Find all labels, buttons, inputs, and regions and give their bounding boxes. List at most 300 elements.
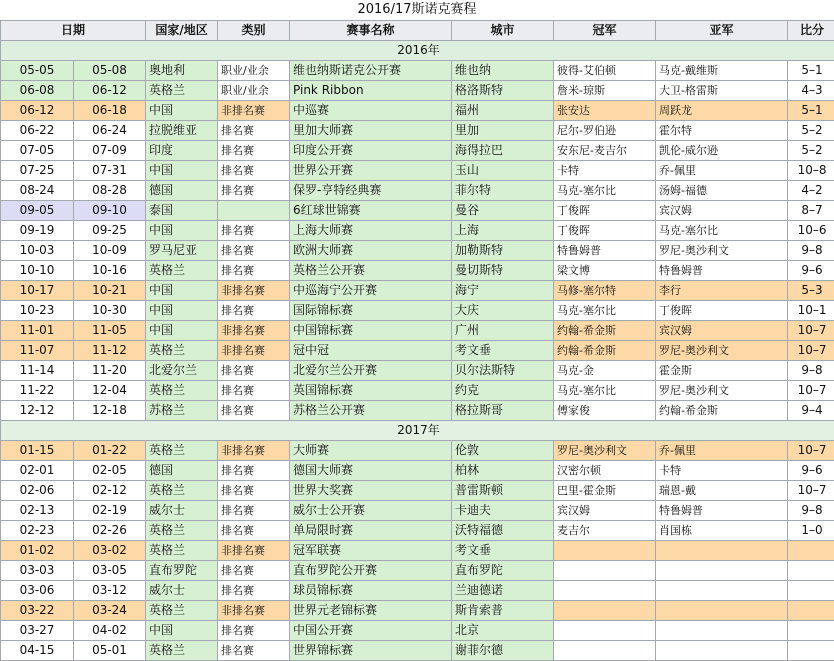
city-cell[interactable]: 海得拉巴 xyxy=(452,141,554,161)
end-date-cell: 10-21 xyxy=(74,281,146,301)
country-cell[interactable]: 中国 xyxy=(146,161,218,181)
score-cell: 10–1 xyxy=(788,301,834,321)
runner-up-cell[interactable]: 宾汉姆 xyxy=(656,321,788,341)
event-name-cell[interactable]: 世界公开赛 xyxy=(290,161,452,181)
country-cell[interactable]: 泰国 xyxy=(146,201,218,221)
end-date-cell: 10-16 xyxy=(74,261,146,281)
runner-up-cell[interactable]: 宾汉姆 xyxy=(656,201,788,221)
event-name-cell[interactable]: 国际锦标赛 xyxy=(290,301,452,321)
category-cell: 排名赛 xyxy=(218,241,290,261)
event-name-cell[interactable]: 德国大师赛 xyxy=(290,461,452,481)
city-cell[interactable]: 菲尔特 xyxy=(452,181,554,201)
winner-cell[interactable]: 尼尔-罗伯逊 xyxy=(554,121,656,141)
country-cell[interactable]: 英格兰 xyxy=(146,481,218,501)
start-date-cell: 01-02 xyxy=(1,541,74,561)
score-cell: 9–4 xyxy=(788,401,834,421)
country-cell[interactable]: 英格兰 xyxy=(146,81,218,101)
table-row xyxy=(1,541,834,561)
start-date-cell: 05-05 xyxy=(1,61,74,81)
country-cell[interactable]: 英格兰 xyxy=(146,541,218,561)
runner-up-cell[interactable]: 霍尔特 xyxy=(656,121,788,141)
end-date-cell: 02-05 xyxy=(74,461,146,481)
table-row xyxy=(1,301,834,321)
runner-up-cell[interactable] xyxy=(656,621,788,641)
city-cell[interactable]: 曼谷 xyxy=(452,201,554,221)
winner-cell[interactable]: 梁文博 xyxy=(554,261,656,281)
event-name-cell[interactable]: 英国锦标赛 xyxy=(290,381,452,401)
runner-up-cell[interactable] xyxy=(656,601,788,621)
runner-up-cell[interactable]: 特鲁姆普 xyxy=(656,261,788,281)
winner-cell[interactable]: 特鲁姆普 xyxy=(554,241,656,261)
year-label-2016: 2016年 xyxy=(1,41,834,61)
country-cell[interactable]: 英格兰 xyxy=(146,641,218,661)
city-cell[interactable]: 考文垂 xyxy=(452,541,554,561)
runner-up-cell[interactable] xyxy=(656,641,788,661)
start-date-cell: 11-14 xyxy=(1,361,74,381)
year-row-2017 xyxy=(1,421,834,441)
table-row xyxy=(1,241,834,261)
winner-cell[interactable] xyxy=(554,541,656,561)
category-cell: 职业/业余 xyxy=(218,61,290,81)
event-name-cell[interactable]: 维也纳斯诺克公开赛 xyxy=(290,61,452,81)
score-cell: 9–8 xyxy=(788,501,834,521)
event-name-cell[interactable]: Pink Ribbon xyxy=(290,81,452,101)
runner-up-cell[interactable]: 李行 xyxy=(656,281,788,301)
category-cell: 非排名赛 xyxy=(218,281,290,301)
table-row xyxy=(1,341,834,361)
table-row xyxy=(1,101,834,121)
winner-cell[interactable]: 马克-塞尔比 xyxy=(554,381,656,401)
city-cell[interactable]: 贝尔法斯特 xyxy=(452,361,554,381)
runner-up-cell[interactable]: 凯伦-威尔逊 xyxy=(656,141,788,161)
category-cell: 排名赛 xyxy=(218,121,290,141)
country-cell[interactable]: 中国 xyxy=(146,621,218,641)
page-title: 2016/17斯诺克赛程 xyxy=(357,2,477,17)
category-cell: 排名赛 xyxy=(218,481,290,501)
end-date-cell: 02-12 xyxy=(74,481,146,501)
start-date-cell: 03-06 xyxy=(1,581,74,601)
event-name-cell[interactable]: 世界锦标赛 xyxy=(290,641,452,661)
winner-cell[interactable]: 麦吉尔 xyxy=(554,521,656,541)
city-cell[interactable]: 谢菲尔德 xyxy=(452,641,554,661)
table-row xyxy=(1,621,834,641)
winner-cell[interactable]: 汉密尔顿 xyxy=(554,461,656,481)
country-cell[interactable]: 奥地利 xyxy=(146,61,218,81)
city-cell[interactable]: 沃特福德 xyxy=(452,521,554,541)
table-row xyxy=(1,641,834,661)
winner-cell[interactable]: 安东尼-麦吉尔 xyxy=(554,141,656,161)
country-cell[interactable]: 威尔士 xyxy=(146,581,218,601)
city-cell[interactable]: 斯肯索普 xyxy=(452,601,554,621)
start-date-cell: 06-12 xyxy=(1,101,74,121)
start-date-cell: 03-03 xyxy=(1,561,74,581)
city-cell[interactable]: 上海 xyxy=(452,221,554,241)
category-cell: 排名赛 xyxy=(218,461,290,481)
score-cell: 9–6 xyxy=(788,261,834,281)
city-cell[interactable]: 大庆 xyxy=(452,301,554,321)
runner-up-cell[interactable]: 卡特 xyxy=(656,461,788,481)
city-cell[interactable]: 柏林 xyxy=(452,461,554,481)
end-date-cell: 07-31 xyxy=(74,161,146,181)
table-row xyxy=(1,221,834,241)
runner-up-cell[interactable] xyxy=(656,561,788,581)
end-date-cell: 12-04 xyxy=(74,381,146,401)
category-cell: 非排名赛 xyxy=(218,541,290,561)
score-cell: 5–2 xyxy=(788,121,834,141)
city-cell[interactable]: 格拉斯哥 xyxy=(452,401,554,421)
end-date-cell: 02-19 xyxy=(74,501,146,521)
end-date-cell: 10-30 xyxy=(74,301,146,321)
score-cell xyxy=(788,621,834,641)
event-name-cell[interactable]: 球员锦标赛 xyxy=(290,581,452,601)
country-cell[interactable]: 苏格兰 xyxy=(146,401,218,421)
end-date-cell: 05-01 xyxy=(74,641,146,661)
start-date-cell: 09-19 xyxy=(1,221,74,241)
score-cell: 10–7 xyxy=(788,341,834,361)
schedule-table xyxy=(0,20,834,661)
category-cell: 排名赛 xyxy=(218,621,290,641)
table-row xyxy=(1,381,834,401)
end-date-cell: 11-20 xyxy=(74,361,146,381)
country-cell[interactable]: 英格兰 xyxy=(146,521,218,541)
start-date-cell: 07-25 xyxy=(1,161,74,181)
table-row xyxy=(1,401,834,421)
start-date-cell: 06-22 xyxy=(1,121,74,141)
country-cell[interactable]: 罗马尼亚 xyxy=(146,241,218,261)
end-date-cell: 11-12 xyxy=(74,341,146,361)
winner-cell[interactable] xyxy=(554,601,656,621)
city-cell[interactable]: 直布罗陀 xyxy=(452,561,554,581)
event-name-cell[interactable]: 冠中冠 xyxy=(290,341,452,361)
table-row xyxy=(1,61,834,81)
start-date-cell: 02-23 xyxy=(1,521,74,541)
runner-up-cell[interactable]: 马克-塞尔比 xyxy=(656,221,788,241)
table-row xyxy=(1,601,834,621)
event-name-cell[interactable]: 上海大师赛 xyxy=(290,221,452,241)
runner-up-cell[interactable]: 大卫-格雷斯 xyxy=(656,81,788,101)
start-date-cell: 02-13 xyxy=(1,501,74,521)
header-country[interactable]: 国家/地区 xyxy=(146,21,218,41)
runner-up-cell[interactable]: 乔-佩里 xyxy=(656,161,788,181)
category-cell: 排名赛 xyxy=(218,181,290,201)
winner-cell[interactable]: 彼得-艾伯顿 xyxy=(554,61,656,81)
winner-cell[interactable]: 马修-塞尔特 xyxy=(554,281,656,301)
winner-cell[interactable]: 詹米-琼斯 xyxy=(554,81,656,101)
start-date-cell: 10-23 xyxy=(1,301,74,321)
end-date-cell: 06-12 xyxy=(74,81,146,101)
winner-cell[interactable]: 丁俊晖 xyxy=(554,221,656,241)
end-date-cell: 03-05 xyxy=(74,561,146,581)
header-city[interactable]: 城市 xyxy=(452,21,554,41)
event-name-cell[interactable]: 保罗-亨特经典赛 xyxy=(290,181,452,201)
city-cell[interactable]: 玉山 xyxy=(452,161,554,181)
table-row xyxy=(1,361,834,381)
city-cell[interactable]: 加勒斯特 xyxy=(452,241,554,261)
city-cell[interactable]: 兰迪德诺 xyxy=(452,581,554,601)
event-name-cell[interactable]: 中国公开赛 xyxy=(290,621,452,641)
table-row xyxy=(1,201,834,221)
score-cell: 1–0 xyxy=(788,521,834,541)
score-cell: 5–3 xyxy=(788,281,834,301)
event-name-cell[interactable]: 中国锦标赛 xyxy=(290,321,452,341)
country-cell[interactable]: 英格兰 xyxy=(146,441,218,461)
country-cell[interactable]: 中国 xyxy=(146,321,218,341)
city-cell[interactable]: 海宁 xyxy=(452,281,554,301)
score-cell: 10–7 xyxy=(788,481,834,501)
score-cell: 4–2 xyxy=(788,181,834,201)
start-date-cell: 10-03 xyxy=(1,241,74,261)
category-cell: 排名赛 xyxy=(218,261,290,281)
country-cell[interactable]: 印度 xyxy=(146,141,218,161)
winner-cell[interactable]: 卡特 xyxy=(554,161,656,181)
category-cell: 非排名赛 xyxy=(218,441,290,461)
event-name-cell[interactable]: 里加大师赛 xyxy=(290,121,452,141)
table-row xyxy=(1,141,834,161)
start-date-cell: 03-27 xyxy=(1,621,74,641)
country-cell[interactable]: 威尔士 xyxy=(146,501,218,521)
category-cell: 排名赛 xyxy=(218,501,290,521)
winner-cell[interactable]: 约翰-希金斯 xyxy=(554,321,656,341)
start-date-cell: 02-06 xyxy=(1,481,74,501)
end-date-cell: 02-26 xyxy=(74,521,146,541)
runner-up-cell[interactable]: 霍金斯 xyxy=(656,361,788,381)
country-cell[interactable]: 中国 xyxy=(146,101,218,121)
header-event[interactable]: 赛事名称 xyxy=(290,21,452,41)
table-row xyxy=(1,501,834,521)
score-cell: 5–1 xyxy=(788,61,834,81)
country-cell[interactable]: 中国 xyxy=(146,281,218,301)
event-name-cell[interactable]: 中巡赛 xyxy=(290,101,452,121)
city-cell[interactable]: 格洛斯特 xyxy=(452,81,554,101)
winner-cell[interactable] xyxy=(554,581,656,601)
header-category[interactable]: 类别 xyxy=(218,21,290,41)
winner-cell[interactable]: 马克-塞尔比 xyxy=(554,301,656,321)
header-date[interactable]: 日期 xyxy=(1,21,146,41)
end-date-cell: 09-25 xyxy=(74,221,146,241)
score-cell xyxy=(788,561,834,581)
event-name-cell[interactable]: 6红球世锦赛 xyxy=(290,201,452,221)
winner-cell[interactable]: 张安达 xyxy=(554,101,656,121)
start-date-cell: 04-15 xyxy=(1,641,74,661)
runner-up-cell[interactable]: 乔-佩里 xyxy=(656,441,788,461)
category-cell: 职业/业余 xyxy=(218,81,290,101)
start-date-cell: 10-17 xyxy=(1,281,74,301)
table-row xyxy=(1,521,834,541)
category-cell: 排名赛 xyxy=(218,221,290,241)
end-date-cell: 05-08 xyxy=(74,61,146,81)
winner-cell[interactable]: 罗尼-奥沙利文 xyxy=(554,441,656,461)
table-row xyxy=(1,161,834,181)
event-name-cell[interactable]: 威尔士公开赛 xyxy=(290,501,452,521)
score-cell xyxy=(788,541,834,561)
event-name-cell[interactable]: 北爱尔兰公开赛 xyxy=(290,361,452,381)
score-cell: 9–6 xyxy=(788,461,834,481)
runner-up-cell[interactable]: 罗尼-奥沙利文 xyxy=(656,241,788,261)
event-name-cell[interactable]: 英格兰公开赛 xyxy=(290,261,452,281)
country-cell[interactable]: 拉脱维亚 xyxy=(146,121,218,141)
event-name-cell[interactable]: 苏格兰公开赛 xyxy=(290,401,452,421)
end-date-cell: 08-28 xyxy=(74,181,146,201)
city-cell[interactable]: 里加 xyxy=(452,121,554,141)
score-cell: 10–6 xyxy=(788,221,834,241)
city-cell[interactable]: 维也纳 xyxy=(452,61,554,81)
start-date-cell: 03-22 xyxy=(1,601,74,621)
category-cell: 排名赛 xyxy=(218,641,290,661)
winner-cell[interactable]: 丁俊晖 xyxy=(554,201,656,221)
category-cell: 非排名赛 xyxy=(218,101,290,121)
category-cell: 排名赛 xyxy=(218,301,290,321)
score-cell: 4–3 xyxy=(788,81,834,101)
runner-up-cell[interactable] xyxy=(656,541,788,561)
end-date-cell: 06-18 xyxy=(74,101,146,121)
category-cell: 排名赛 xyxy=(218,561,290,581)
event-name-cell[interactable]: 世界大奖赛 xyxy=(290,481,452,501)
score-cell: 10–8 xyxy=(788,161,834,181)
runner-up-cell[interactable]: 特鲁姆普 xyxy=(656,501,788,521)
category-cell: 非排名赛 xyxy=(218,341,290,361)
year-label-2017: 2017年 xyxy=(1,421,834,441)
table-row xyxy=(1,561,834,581)
score-cell: 5–2 xyxy=(788,141,834,161)
winner-cell[interactable]: 傅家俊 xyxy=(554,401,656,421)
header-score[interactable]: 比分 xyxy=(788,21,834,41)
winner-cell[interactable]: 宾汉姆 xyxy=(554,501,656,521)
end-date-cell: 03-02 xyxy=(74,541,146,561)
table-row xyxy=(1,461,834,481)
end-date-cell: 09-10 xyxy=(74,201,146,221)
start-date-cell: 11-01 xyxy=(1,321,74,341)
runner-up-cell[interactable]: 马克-戴维斯 xyxy=(656,61,788,81)
score-cell: 10–7 xyxy=(788,321,834,341)
start-date-cell: 06-08 xyxy=(1,81,74,101)
event-name-cell[interactable]: 单局限时赛 xyxy=(290,521,452,541)
event-name-cell[interactable]: 欧洲大师赛 xyxy=(290,241,452,261)
schedule-body xyxy=(1,41,834,661)
end-date-cell: 03-24 xyxy=(74,601,146,621)
category-cell: 非排名赛 xyxy=(218,321,290,341)
category-cell xyxy=(218,201,290,221)
country-cell[interactable]: 北爱尔兰 xyxy=(146,361,218,381)
city-cell[interactable]: 曼切斯特 xyxy=(452,261,554,281)
start-date-cell: 09-05 xyxy=(1,201,74,221)
start-date-cell: 12-12 xyxy=(1,401,74,421)
score-cell: 10–7 xyxy=(788,441,834,461)
end-date-cell: 04-02 xyxy=(74,621,146,641)
country-cell[interactable]: 英格兰 xyxy=(146,261,218,281)
category-cell: 排名赛 xyxy=(218,581,290,601)
country-cell[interactable]: 中国 xyxy=(146,221,218,241)
city-cell[interactable]: 卡迪夫 xyxy=(452,501,554,521)
winner-cell[interactable]: 马克-塞尔比 xyxy=(554,181,656,201)
winner-cell[interactable] xyxy=(554,561,656,581)
category-cell: 排名赛 xyxy=(218,521,290,541)
category-cell: 排名赛 xyxy=(218,401,290,421)
city-cell[interactable]: 福州 xyxy=(452,101,554,121)
city-cell[interactable]: 北京 xyxy=(452,621,554,641)
table-row xyxy=(1,481,834,501)
table-row xyxy=(1,281,834,301)
start-date-cell: 11-07 xyxy=(1,341,74,361)
year-row-2016 xyxy=(1,41,834,61)
runner-up-cell[interactable]: 罗尼-奥沙利文 xyxy=(656,381,788,401)
event-name-cell[interactable]: 直布罗陀公开赛 xyxy=(290,561,452,581)
winner-cell[interactable]: 马克-金 xyxy=(554,361,656,381)
country-cell[interactable]: 英格兰 xyxy=(146,381,218,401)
winner-cell[interactable] xyxy=(554,621,656,641)
winner-cell[interactable]: 巴里-霍金斯 xyxy=(554,481,656,501)
table-row xyxy=(1,121,834,141)
start-date-cell: 02-01 xyxy=(1,461,74,481)
end-date-cell: 12-18 xyxy=(74,401,146,421)
score-cell xyxy=(788,581,834,601)
runner-up-cell[interactable]: 丁俊晖 xyxy=(656,301,788,321)
category-cell: 排名赛 xyxy=(218,381,290,401)
end-date-cell: 07-09 xyxy=(74,141,146,161)
score-cell xyxy=(788,641,834,661)
country-cell[interactable]: 英格兰 xyxy=(146,341,218,361)
start-date-cell: 11-22 xyxy=(1,381,74,401)
score-cell: 9–8 xyxy=(788,361,834,381)
city-cell[interactable]: 普雷斯顿 xyxy=(452,481,554,501)
table-row xyxy=(1,181,834,201)
winner-cell[interactable]: 约翰-希金斯 xyxy=(554,341,656,361)
end-date-cell: 11-05 xyxy=(74,321,146,341)
end-date-cell: 06-24 xyxy=(74,121,146,141)
score-cell: 10–7 xyxy=(788,381,834,401)
score-cell: 5–1 xyxy=(788,101,834,121)
country-cell[interactable]: 直布罗陀 xyxy=(146,561,218,581)
city-cell[interactable]: 伦敦 xyxy=(452,441,554,461)
runner-up-cell[interactable]: 肖国栋 xyxy=(656,521,788,541)
table-row xyxy=(1,81,834,101)
category-cell: 排名赛 xyxy=(218,361,290,381)
category-cell: 排名赛 xyxy=(218,141,290,161)
start-date-cell: 08-24 xyxy=(1,181,74,201)
start-date-cell: 01-15 xyxy=(1,441,74,461)
country-cell[interactable]: 英格兰 xyxy=(146,601,218,621)
start-date-cell: 07-05 xyxy=(1,141,74,161)
runner-up-cell[interactable]: 周跃龙 xyxy=(656,101,788,121)
runner-up-cell[interactable] xyxy=(656,581,788,601)
country-cell[interactable]: 德国 xyxy=(146,461,218,481)
runner-up-cell[interactable]: 瑞恩-戴 xyxy=(656,481,788,501)
event-name-cell[interactable]: 中巡海宁公开赛 xyxy=(290,281,452,301)
city-cell[interactable]: 约克 xyxy=(452,381,554,401)
event-name-cell[interactable]: 印度公开赛 xyxy=(290,141,452,161)
country-cell[interactable]: 中国 xyxy=(146,301,218,321)
runner-up-cell[interactable]: 罗尼-奥沙利文 xyxy=(656,341,788,361)
start-date-cell: 10-10 xyxy=(1,261,74,281)
score-cell xyxy=(788,601,834,621)
city-cell[interactable]: 考文垂 xyxy=(452,341,554,361)
header-row xyxy=(1,21,834,41)
event-name-cell[interactable]: 世界元老锦标赛 xyxy=(290,601,452,621)
runner-up-cell[interactable]: 约翰-希金斯 xyxy=(656,401,788,421)
winner-cell[interactable] xyxy=(554,641,656,661)
event-name-cell[interactable]: 大师赛 xyxy=(290,441,452,461)
runner-up-cell[interactable]: 汤姆-福德 xyxy=(656,181,788,201)
table-row xyxy=(1,321,834,341)
header-winner[interactable]: 冠军 xyxy=(554,21,656,41)
table-row xyxy=(1,581,834,601)
event-name-cell[interactable]: 冠军联赛 xyxy=(290,541,452,561)
city-cell[interactable]: 广州 xyxy=(452,321,554,341)
end-date-cell: 03-12 xyxy=(74,581,146,601)
end-date-cell: 10-09 xyxy=(74,241,146,261)
score-cell: 9–8 xyxy=(788,241,834,261)
country-cell[interactable]: 德国 xyxy=(146,181,218,201)
header-runner-up[interactable]: 亚军 xyxy=(656,21,788,41)
